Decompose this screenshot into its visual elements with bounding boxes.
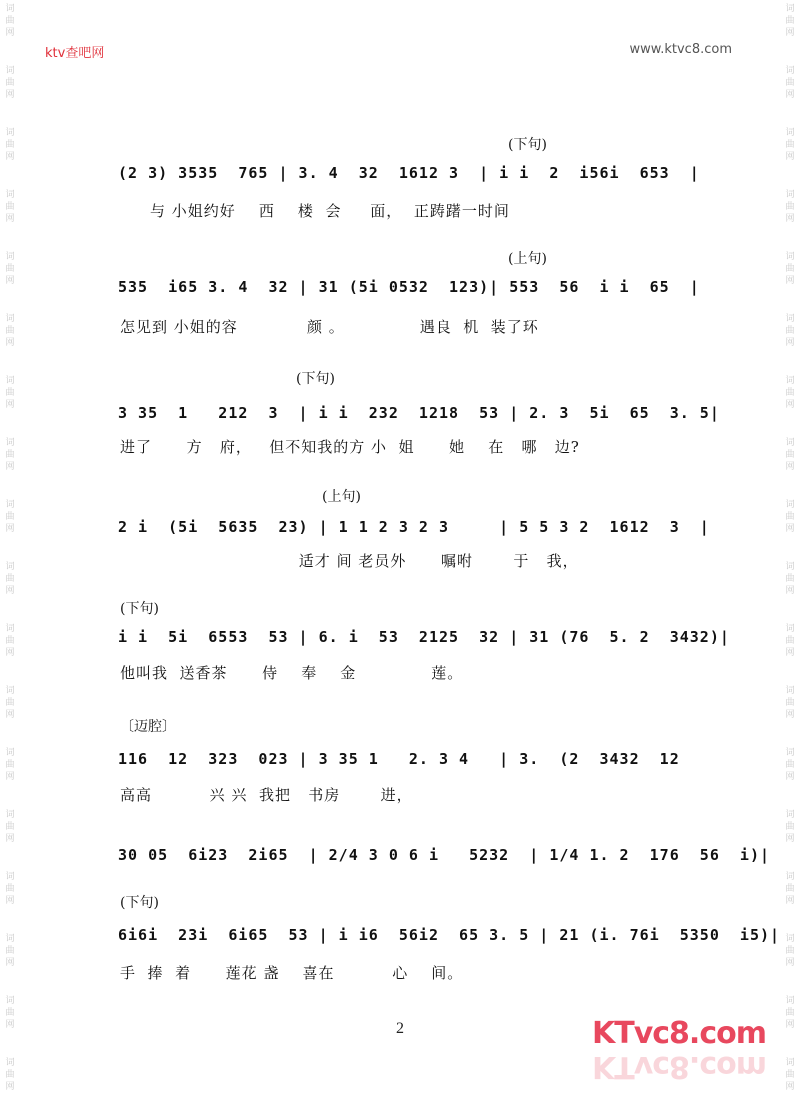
left-watermark-strip: [0, 0, 20, 1110]
watermark-glyph: 词: [5, 562, 15, 572]
watermark-glyph: 曲: [5, 202, 15, 212]
watermark-glyph: 词: [785, 810, 795, 820]
watermark-glyph: 网: [5, 462, 15, 472]
watermark-glyph: 词: [5, 438, 15, 448]
watermark-glyph: 网: [5, 648, 15, 658]
watermark-glyph: 词: [785, 872, 795, 882]
watermark-glyph: 曲: [5, 1008, 15, 1018]
watermark-glyph: 网: [5, 586, 15, 596]
watermark-glyph: 词: [5, 190, 15, 200]
phrase-marker: (下句): [120, 895, 159, 911]
watermark-glyph: 词: [5, 934, 15, 944]
watermark-glyph: 词: [785, 748, 795, 758]
watermark-glyph: 词: [5, 252, 15, 262]
lyric-line: 高高 兴 兴 我把 书房 进，: [120, 786, 413, 804]
phrase-marker: (下句): [508, 137, 547, 153]
phrase-marker: 〔迈腔〕: [120, 719, 176, 735]
watermark-glyph: 曲: [5, 760, 15, 770]
watermark-glyph: 网: [785, 152, 795, 162]
watermark-glyph: 网: [785, 400, 795, 410]
watermark-glyph: 词: [5, 686, 15, 696]
watermark-glyph: 网: [5, 338, 15, 348]
watermark-glyph: 曲: [785, 78, 795, 88]
logo-text: KTvc8.com: [592, 1016, 766, 1051]
watermark-glyph: 网: [5, 958, 15, 968]
watermark-glyph: 词: [785, 128, 795, 138]
notation-line: [118, 840, 770, 870]
watermark-glyph: 曲: [5, 264, 15, 274]
watermark-glyph: 曲: [785, 884, 795, 894]
watermark-glyph: 网: [5, 1082, 15, 1092]
notation-text: 3 35 1 212 3 | i i 232 1218 53 | 2. 3 5i 65 3. 5|: [118, 404, 720, 422]
watermark-glyph: 词: [785, 686, 795, 696]
watermark-glyph: 词: [785, 500, 795, 510]
notation-text: i i 5i 6553 53 | 6. i 53 2125 32 | 31 (76 5. 2 3432)|: [118, 628, 730, 646]
watermark-glyph: 词: [5, 810, 15, 820]
lyric-line: 他叫我 送香茶 侍 奉 金 莲。: [120, 664, 464, 682]
lyric-line: 怎见到 小姐的容 颜 。 遇良 机 装了环: [120, 318, 539, 336]
watermark-glyph: 词: [785, 996, 795, 1006]
watermark-glyph: 网: [5, 524, 15, 534]
watermark-glyph: 网: [785, 338, 795, 348]
phrase-marker: (上句): [508, 251, 547, 267]
watermark-glyph: 词: [785, 438, 795, 448]
watermark-glyph: 网: [5, 28, 15, 38]
watermark-glyph: 词: [785, 934, 795, 944]
watermark-glyph: 曲: [785, 140, 795, 150]
watermark-glyph: 曲: [5, 884, 15, 894]
notation-text: 30 05 6i23 2i65 | 2/4 3 0 6 i 5232 | 1/4 1. 2 176 56 i)|: [118, 846, 770, 864]
watermark-glyph: 网: [785, 710, 795, 720]
watermark-glyph: 网: [5, 772, 15, 782]
watermark-glyph: 网: [785, 648, 795, 658]
watermark-glyph: 网: [5, 896, 15, 906]
watermark-glyph: 曲: [5, 574, 15, 584]
watermark-glyph: 曲: [785, 450, 795, 460]
watermark-glyph: 曲: [785, 574, 795, 584]
watermark-glyph: 词: [785, 66, 795, 76]
watermark-glyph: 词: [785, 4, 795, 14]
notation-line: [118, 272, 698, 302]
watermark-glyph: 词: [5, 1058, 15, 1068]
watermark-glyph: 曲: [5, 16, 15, 26]
lyric-line: 手 捧 着 莲花 盏 喜在 心 间。: [120, 964, 464, 982]
notation-text: 116 12 323 023 | 3 35 1 2. 3 4 | 3. (2 3432 12: [118, 750, 700, 768]
watermark-glyph: 词: [5, 996, 15, 1006]
watermark-glyph: 词: [5, 376, 15, 386]
phrase-marker: (下句): [296, 371, 335, 387]
notation-line: [118, 512, 710, 542]
watermark-glyph: 曲: [785, 512, 795, 522]
watermark-glyph: 网: [785, 834, 795, 844]
watermark-glyph: 曲: [785, 636, 795, 646]
notation-line: [118, 158, 698, 188]
watermark-glyph: 曲: [5, 78, 15, 88]
watermark-glyph: 词: [5, 314, 15, 324]
notation-text: 2 i (5i 5635 23) | 1 1 2 3 2 3 | 5 5 3 2 1612 3 |: [118, 518, 710, 536]
lyric-line: 进了 方 府， 但不知我的方 小 姐 她 在 哪 边?: [120, 438, 580, 456]
watermark-glyph: 曲: [5, 1070, 15, 1080]
notation-text: 6i6i 23i 6i65 53 | i i6 56i2 65 3. 5 | 21 (i. 76i 5350 i5)|: [118, 926, 781, 944]
watermark-glyph: 曲: [5, 512, 15, 522]
watermark-glyph: 网: [785, 214, 795, 224]
watermark-glyph: 词: [785, 190, 795, 200]
watermark-glyph: 曲: [785, 202, 795, 212]
watermark-glyph: 词: [5, 500, 15, 510]
watermark-glyph: 网: [785, 276, 795, 286]
watermark-glyph: 曲: [5, 636, 15, 646]
watermark-glyph: 曲: [785, 264, 795, 274]
watermark-glyph: 网: [785, 28, 795, 38]
site-url-header: www.ktvc8.com: [629, 42, 732, 57]
phrase-marker: (下句): [120, 601, 159, 617]
watermark-glyph: 网: [5, 710, 15, 720]
watermark-glyph: 词: [785, 314, 795, 324]
notation-text: 535 i65 3. 4 32 | 31 (5i 0532 123)| 553 56 i i 65 |: [118, 278, 700, 296]
watermark-glyph: 词: [5, 624, 15, 634]
watermark-glyph: 曲: [5, 140, 15, 150]
right-watermark-strip: [780, 0, 800, 1110]
watermark-glyph: 曲: [785, 326, 795, 336]
watermark-glyph: 词: [785, 562, 795, 572]
watermark-glyph: 曲: [5, 388, 15, 398]
watermark-glyph: 网: [785, 90, 795, 100]
phrase-marker: (上句): [322, 489, 361, 505]
watermark-glyph: 词: [785, 1058, 795, 1068]
watermark-glyph: 曲: [785, 16, 795, 26]
watermark-glyph: 曲: [5, 326, 15, 336]
watermark-glyph: 曲: [785, 1008, 795, 1018]
watermark-glyph: 曲: [785, 822, 795, 832]
watermark-glyph: 网: [5, 834, 15, 844]
watermark-glyph: 网: [5, 400, 15, 410]
notation-line: [118, 744, 698, 774]
watermark-glyph: 网: [785, 772, 795, 782]
watermark-glyph: 词: [5, 748, 15, 758]
watermark-glyph: 曲: [785, 388, 795, 398]
watermark-glyph: 词: [5, 128, 15, 138]
watermark-glyph: 曲: [785, 698, 795, 708]
page-number: 2: [396, 1020, 404, 1037]
watermark-glyph: 曲: [5, 698, 15, 708]
site-name-header: ktv查吧网: [45, 46, 105, 61]
watermark-glyph: 曲: [785, 946, 795, 956]
watermark-glyph: 词: [5, 4, 15, 14]
watermark-glyph: 曲: [785, 760, 795, 770]
watermark-glyph: 网: [785, 958, 795, 968]
watermark-glyph: 词: [785, 376, 795, 386]
logo-reflection: KTvc8.com: [592, 1049, 766, 1084]
notation-text: (2 3) 3535 765 | 3. 4 32 1612 3 | i i 2 i56i 653 |: [118, 164, 700, 182]
notation-line: [118, 622, 730, 652]
watermark-glyph: 网: [785, 462, 795, 472]
watermark-glyph: 曲: [5, 946, 15, 956]
watermark-glyph: 网: [785, 896, 795, 906]
watermark-glyph: 曲: [5, 822, 15, 832]
watermark-glyph: 词: [785, 624, 795, 634]
watermark-glyph: 网: [5, 1020, 15, 1030]
notation-line: [118, 920, 781, 950]
watermark-glyph: 词: [785, 252, 795, 262]
watermark-glyph: 曲: [5, 450, 15, 460]
watermark-glyph: 词: [5, 872, 15, 882]
site-logo: [592, 1016, 766, 1088]
watermark-glyph: 网: [5, 214, 15, 224]
watermark-glyph: 网: [785, 1020, 795, 1030]
notation-line: [118, 398, 720, 428]
lyric-line: 适才 间 老员外 嘱咐 于 我，: [120, 552, 579, 570]
watermark-glyph: 词: [5, 66, 15, 76]
watermark-glyph: 曲: [785, 1070, 795, 1080]
watermark-glyph: 网: [785, 586, 795, 596]
watermark-glyph: 网: [5, 276, 15, 286]
lyric-line: 与 小姐约好 西 楼 会 面， 正踌躇一时间: [150, 202, 510, 220]
watermark-glyph: 网: [785, 1082, 795, 1092]
watermark-glyph: 网: [5, 152, 15, 162]
watermark-glyph: 网: [5, 90, 15, 100]
watermark-glyph: 网: [785, 524, 795, 534]
